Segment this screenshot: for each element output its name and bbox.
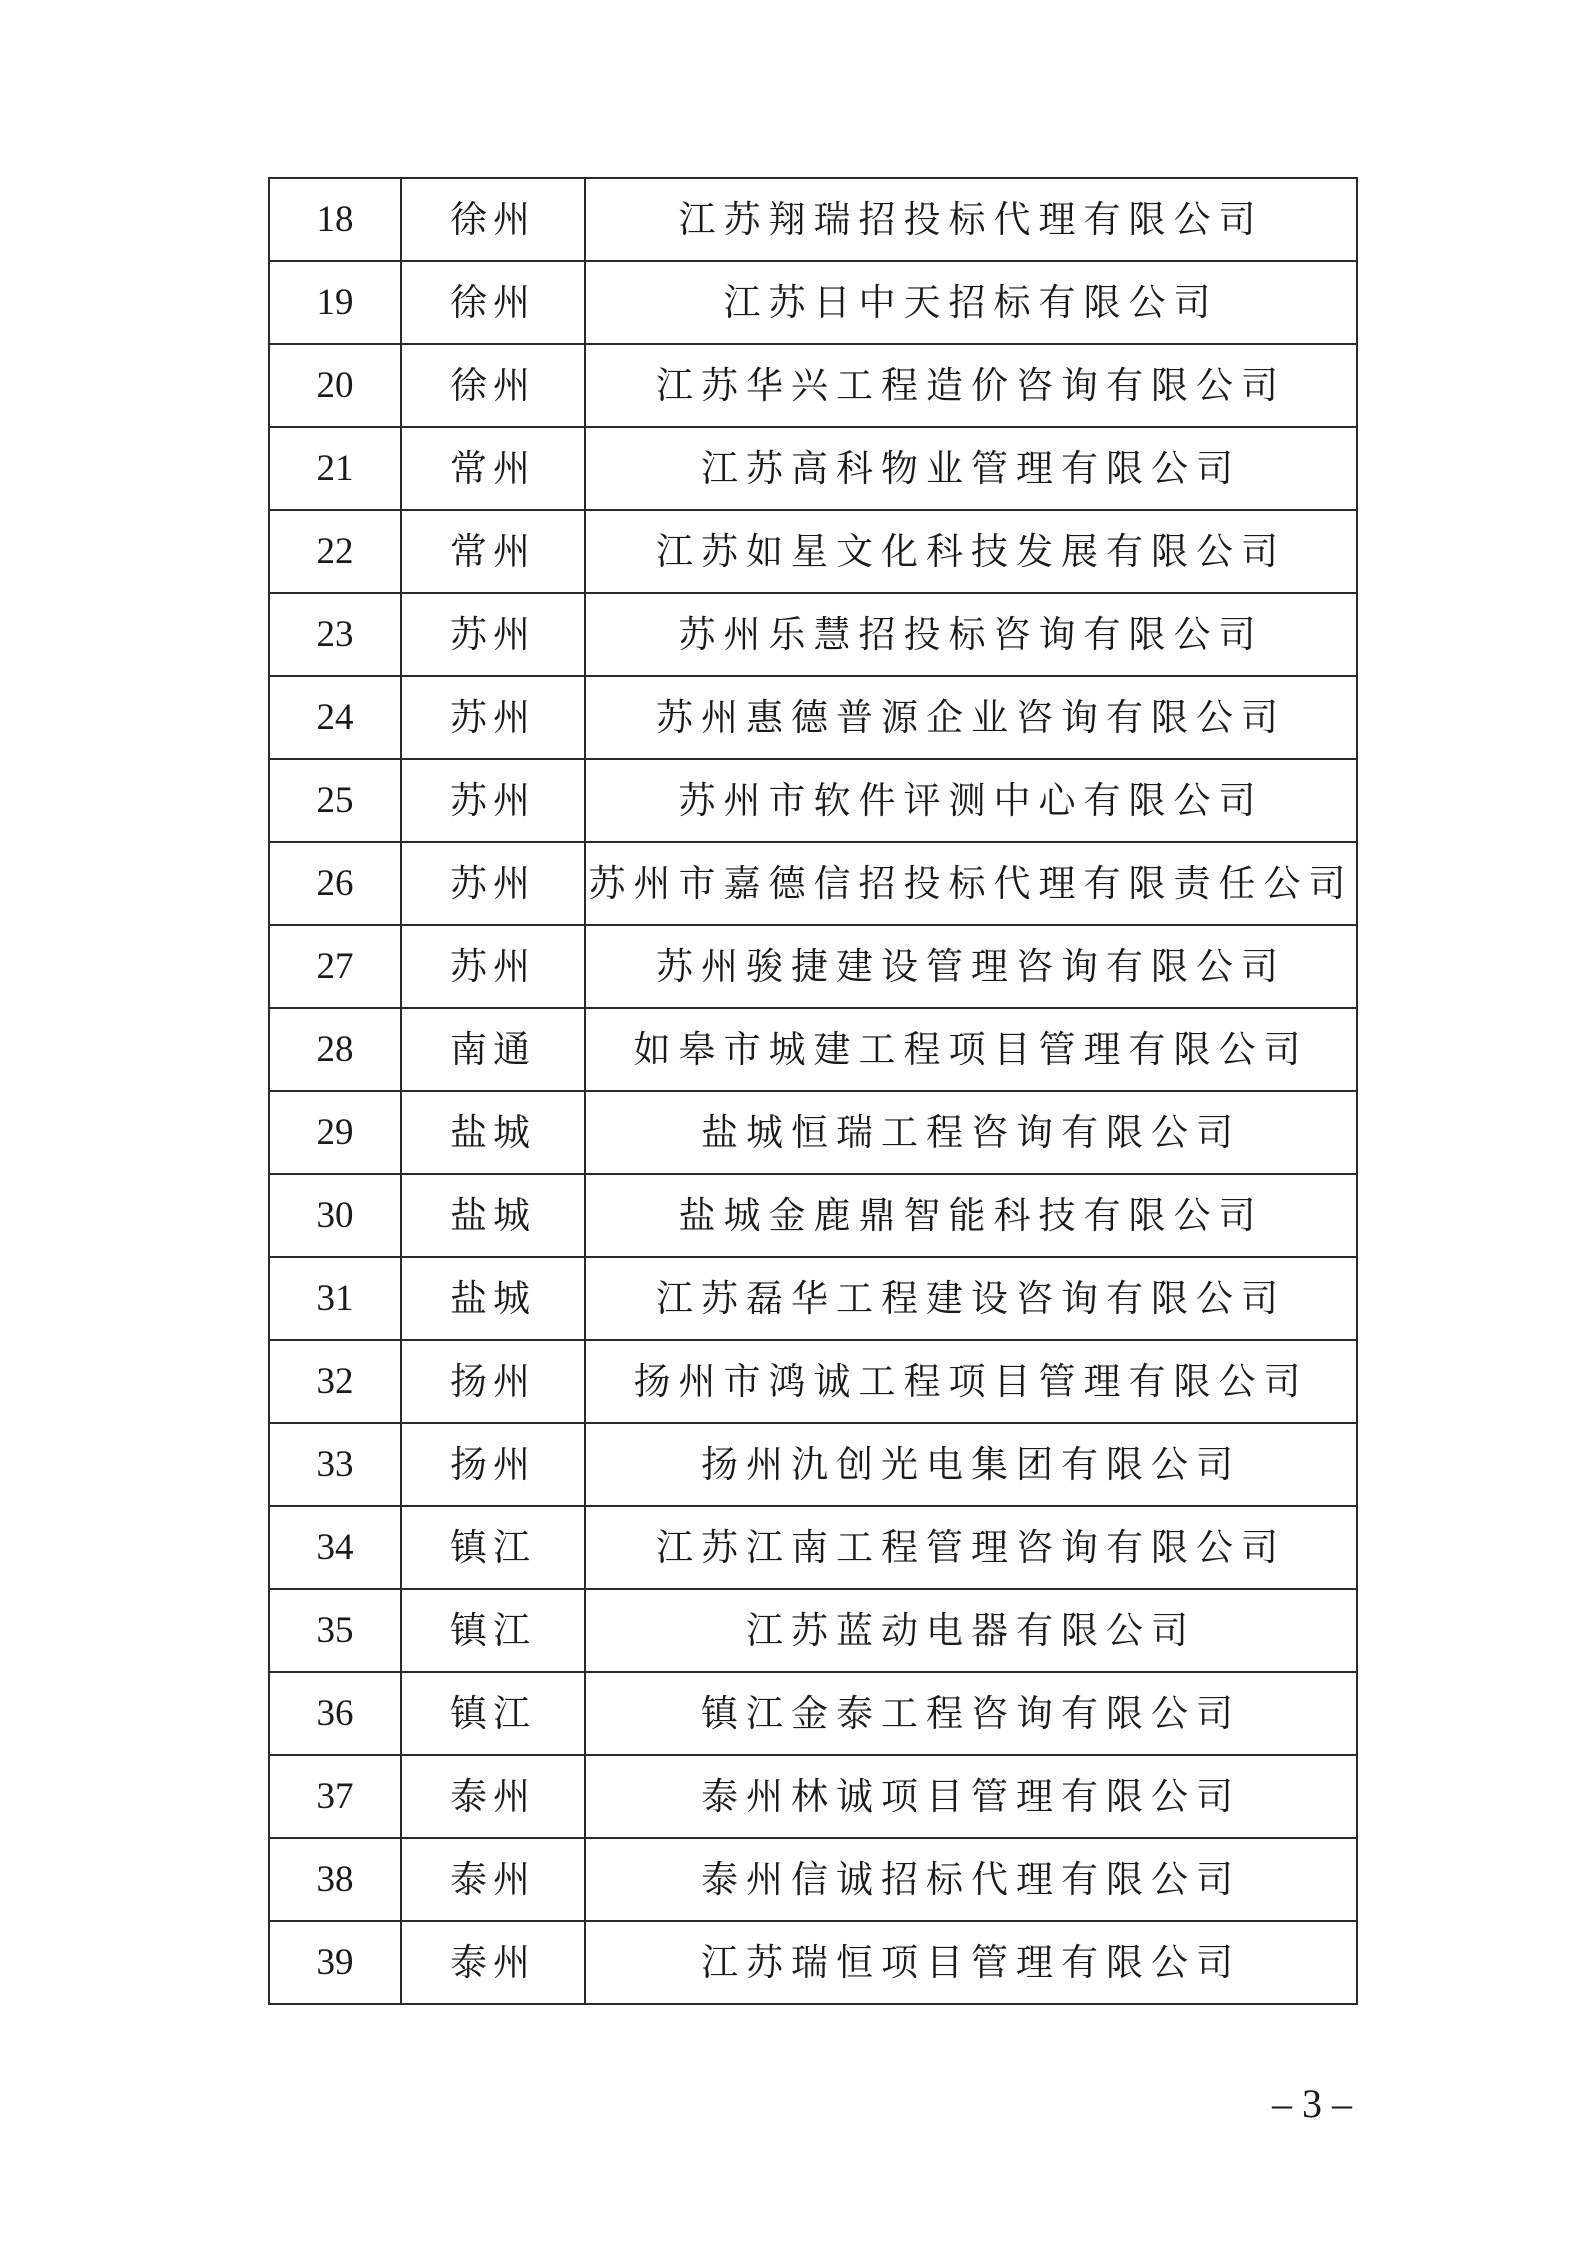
row-number-cell: 28 — [269, 1008, 401, 1091]
company-name-cell: 苏州市软件评测中心有限公司 — [585, 759, 1357, 842]
row-number-cell: 30 — [269, 1174, 401, 1257]
company-name-cell: 镇江金泰工程咨询有限公司 — [585, 1672, 1357, 1755]
city-cell: 徐州 — [401, 261, 585, 344]
row-number-cell: 18 — [269, 178, 401, 261]
row-number-cell: 37 — [269, 1755, 401, 1838]
city-cell: 盐城 — [401, 1174, 585, 1257]
table-row — [269, 344, 1357, 427]
roster-table-body — [269, 178, 1357, 2004]
city-cell: 南通 — [401, 1008, 585, 1091]
city-cell: 常州 — [401, 427, 585, 510]
company-name-cell: 盐城金鹿鼎智能科技有限公司 — [585, 1174, 1357, 1257]
table-row — [269, 1340, 1357, 1423]
table-row — [269, 178, 1357, 261]
company-name-cell: 扬州氿创光电集团有限公司 — [585, 1423, 1357, 1506]
city-cell: 扬州 — [401, 1423, 585, 1506]
city-cell: 徐州 — [401, 344, 585, 427]
row-number-cell: 36 — [269, 1672, 401, 1755]
table-row — [269, 759, 1357, 842]
row-number-cell: 33 — [269, 1423, 401, 1506]
city-cell: 徐州 — [401, 178, 585, 261]
table-row — [269, 1423, 1357, 1506]
table-row — [269, 1838, 1357, 1921]
table-row — [269, 427, 1357, 510]
row-number-cell: 19 — [269, 261, 401, 344]
table-row — [269, 593, 1357, 676]
city-cell: 盐城 — [401, 1091, 585, 1174]
row-number-cell: 34 — [269, 1506, 401, 1589]
city-cell: 泰州 — [401, 1755, 585, 1838]
city-cell: 镇江 — [401, 1589, 585, 1672]
company-name-cell: 苏州惠德普源企业咨询有限公司 — [585, 676, 1357, 759]
row-number-cell: 20 — [269, 344, 401, 427]
company-name-cell: 泰州林诚项目管理有限公司 — [585, 1755, 1357, 1838]
table-row — [269, 1091, 1357, 1174]
city-cell: 扬州 — [401, 1340, 585, 1423]
table-row — [269, 1506, 1357, 1589]
company-name-cell: 江苏如星文化科技发展有限公司 — [585, 510, 1357, 593]
city-cell: 苏州 — [401, 759, 585, 842]
table-row — [269, 842, 1357, 925]
row-number-cell: 24 — [269, 676, 401, 759]
row-number-cell: 27 — [269, 925, 401, 1008]
row-number-cell: 22 — [269, 510, 401, 593]
table-row — [269, 261, 1357, 344]
table-row — [269, 1174, 1357, 1257]
company-name-cell: 江苏蓝动电器有限公司 — [585, 1589, 1357, 1672]
table-row — [269, 510, 1357, 593]
company-roster-table — [268, 177, 1358, 2005]
company-name-cell: 泰州信诚招标代理有限公司 — [585, 1838, 1357, 1921]
row-number-cell: 31 — [269, 1257, 401, 1340]
city-cell: 苏州 — [401, 676, 585, 759]
company-name-cell: 江苏高科物业管理有限公司 — [585, 427, 1357, 510]
row-number-cell: 23 — [269, 593, 401, 676]
row-number-cell: 32 — [269, 1340, 401, 1423]
company-name-cell: 江苏翔瑞招投标代理有限公司 — [585, 178, 1357, 261]
company-name-cell: 苏州市嘉德信招投标代理有限责任公司 — [585, 842, 1357, 925]
table-row — [269, 1589, 1357, 1672]
city-cell: 苏州 — [401, 842, 585, 925]
table-row — [269, 1257, 1357, 1340]
company-name-cell: 江苏磊华工程建设咨询有限公司 — [585, 1257, 1357, 1340]
city-cell: 盐城 — [401, 1257, 585, 1340]
city-cell: 镇江 — [401, 1672, 585, 1755]
row-number-cell: 25 — [269, 759, 401, 842]
table-row — [269, 1008, 1357, 1091]
city-cell: 苏州 — [401, 925, 585, 1008]
city-cell: 泰州 — [401, 1921, 585, 2004]
company-name-cell: 江苏日中天招标有限公司 — [585, 261, 1357, 344]
table-row — [269, 925, 1357, 1008]
row-number-cell: 29 — [269, 1091, 401, 1174]
company-name-cell: 江苏华兴工程造价咨询有限公司 — [585, 344, 1357, 427]
company-name-cell: 盐城恒瑞工程咨询有限公司 — [585, 1091, 1357, 1174]
company-name-cell: 苏州乐慧招投标咨询有限公司 — [585, 593, 1357, 676]
table-row — [269, 1921, 1357, 2004]
row-number-cell: 39 — [269, 1921, 401, 2004]
city-cell: 常州 — [401, 510, 585, 593]
company-name-cell: 苏州骏捷建设管理咨询有限公司 — [585, 925, 1357, 1008]
company-name-cell: 江苏江南工程管理咨询有限公司 — [585, 1506, 1357, 1589]
table-row — [269, 1755, 1357, 1838]
company-name-cell: 扬州市鸿诚工程项目管理有限公司 — [585, 1340, 1357, 1423]
company-name-cell: 江苏瑞恒项目管理有限公司 — [585, 1921, 1357, 2004]
row-number-cell: 21 — [269, 427, 401, 510]
table-row — [269, 676, 1357, 759]
row-number-cell: 38 — [269, 1838, 401, 1921]
page-number: – 3 – — [1272, 2081, 1352, 2126]
city-cell: 镇江 — [401, 1506, 585, 1589]
company-name-cell: 如皋市城建工程项目管理有限公司 — [585, 1008, 1357, 1091]
city-cell: 泰州 — [401, 1838, 585, 1921]
row-number-cell: 35 — [269, 1589, 401, 1672]
table-row — [269, 1672, 1357, 1755]
row-number-cell: 26 — [269, 842, 401, 925]
city-cell: 苏州 — [401, 593, 585, 676]
